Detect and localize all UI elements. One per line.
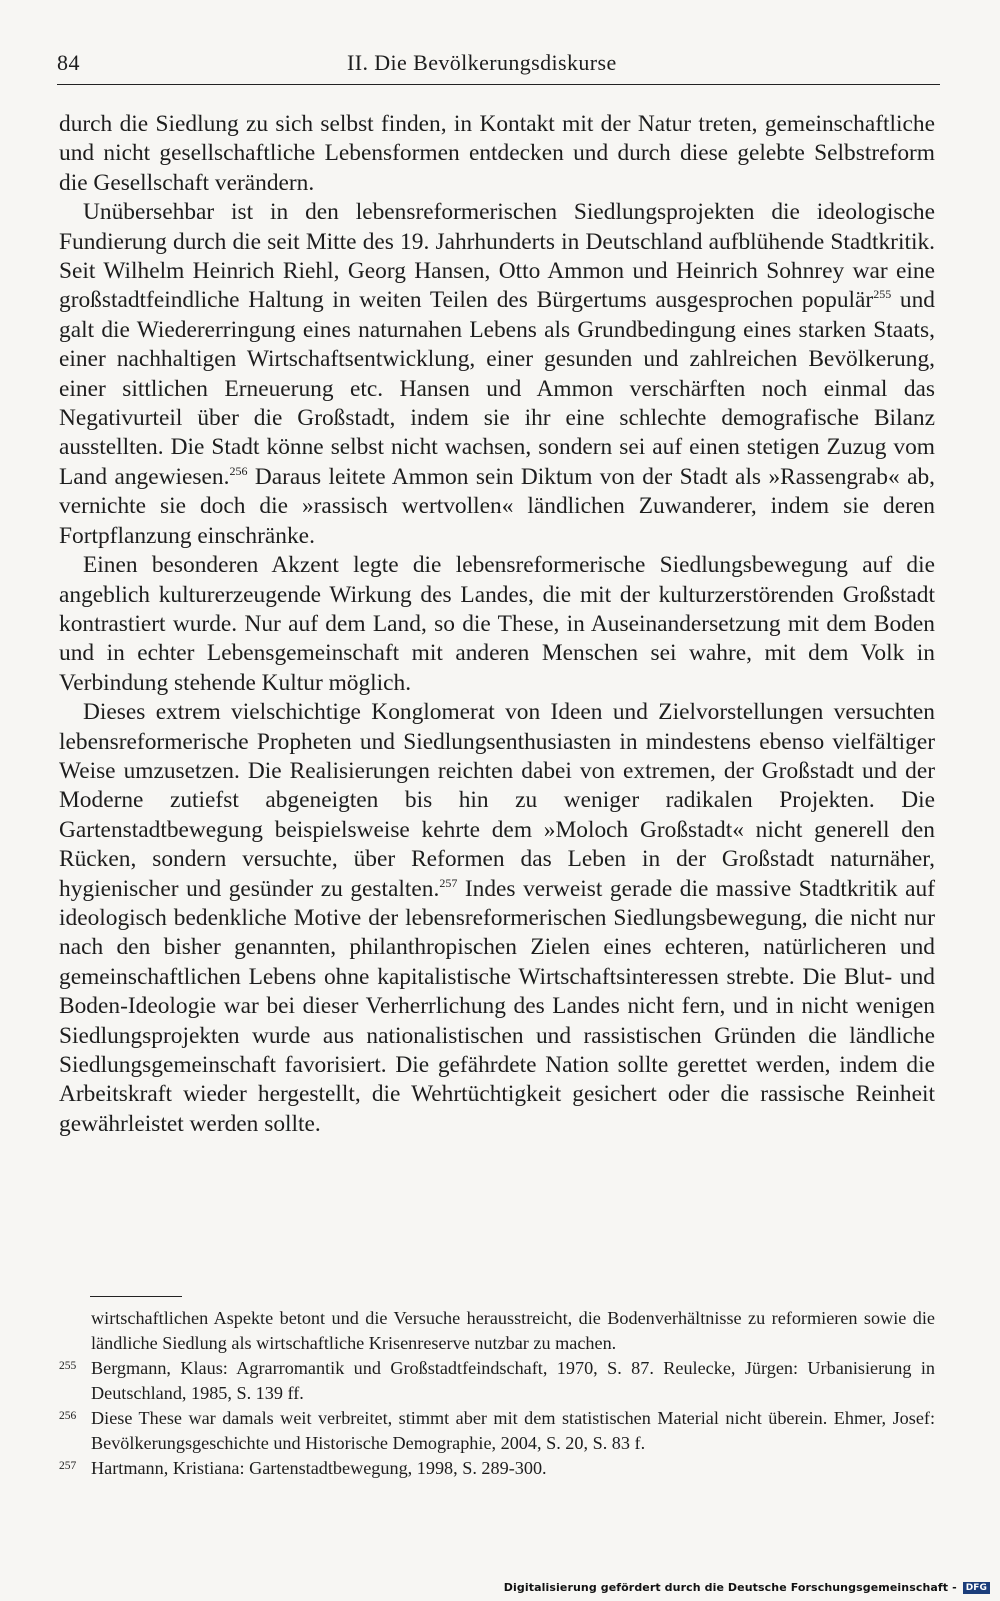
- dfg-logo: DFG: [963, 1582, 990, 1594]
- paragraph-2: [59, 198, 935, 551]
- credit-text: Digitalisierung gefördert durch die Deutsche Forschungsgemeinschaft -: [503, 1581, 957, 1594]
- footnote-ref-255[interactable]: 255: [873, 287, 892, 302]
- running-header: [57, 50, 940, 85]
- footnote-mark: 257: [59, 1460, 77, 1472]
- running-head-title: II. Die Bevölkerungsdiskurse: [347, 50, 617, 75]
- footnote-separator: [90, 1296, 182, 1297]
- paragraph-4-part-2: Indes verweist gerade die massive Stadtkritik auf ideologisch bedenkliche Motive der lebensreformerischen Siedlungsbewegung, die nicht nur nach den bisher genannten, philanthropischen Zielen eines echteren, natürlicheren und gemeinschaftlichen Lebens ohne kapitalistische Wirtschaftsinteressen strebte. Die Blut- und Boden-Ideologie war bei dieser Verherrlichung des Landes nicht fern, und in nicht wenigen Siedlungsprojekten wurde aus nationalistischen und rassistischen Gründen die ländliche Siedlungsgemeinschaft favorisiert. Die gefährdete Nation sollte gerettet werden, indem die Arbeitskraft wieder hergestellt, die Wehrtüchtigkeit gesichert oder die rassische Reinheit gewährleistet werden sollte.: [59, 875, 935, 1137]
- paragraph-2-part-1: Unübersehbar ist in den lebensreformerischen Siedlungsprojekten die ideologische Fundierung durch die seit Mitte des 19. Jahrhunderts in Deutschland aufblühende Stadtkritik. Seit Wilhelm Heinrich Riehl, Georg Hansen, Otto Ammon und Heinrich Sohnrey war eine großstadtfeindliche Haltung in weiten Teilen des Bürgertums ausgesprochen populär: [59, 199, 935, 314]
- main-text: [59, 110, 935, 1139]
- paragraph-3: Einen besonderen Akzent legte die lebensreformerische Siedlungsbewegung auf die angeblich kulturerzeugende Wirkung des Landes, die mit der kulturzerstörenden Großstadt kontrastiert wurde. Nur auf dem Land, so die These, in Auseinandersetzung mit dem Boden und in echter Lebensgemeinschaft mit anderen Menschen sei wahre, mit dem Volk in Verbindung stehende Kultur möglich.: [59, 552, 935, 696]
- footnote-text: Hartmann, Kristiana: Gartenstadtbewegung, 1998, S. 289-300.: [91, 1458, 547, 1478]
- footnote-text: wirtschaftlichen Aspekte betont und die Versuche herausstreicht, die Bodenverhältnisse zu reformieren sowie die ländliche Siedlung als wirtschaftliche Krisenreserve nutzbar zu machen.: [91, 1308, 935, 1353]
- footnote-ref-256[interactable]: 256: [229, 463, 248, 478]
- footnote-continued: [59, 1306, 935, 1356]
- paragraph-2-part-3: Daraus leitete Ammon sein Diktum von der Stadt als »Rassengrab« ab, vernichte sie doch die »rassisch wertvollen« ländlichen Zuwanderer, indem sie deren Fortpflanzung einschränke.: [59, 463, 935, 549]
- footnote-257: [59, 1456, 935, 1481]
- paragraph-4: [59, 698, 935, 1139]
- page-number: 84: [57, 50, 80, 75]
- digitization-credit: [504, 1581, 990, 1594]
- footnotes: [59, 1306, 935, 1481]
- paragraph-1: durch die Siedlung zu sich selbst finden, in Kontakt mit der Natur treten, gemeinschaftliche und nicht gesellschaftliche Lebensformen entdecken und durch diese gelebte Selbstreform die Gesellschaft verändern.: [59, 111, 935, 196]
- footnote-mark: 255: [59, 1360, 77, 1372]
- footnote-ref-257[interactable]: 257: [439, 875, 458, 890]
- footnote-256: [59, 1406, 935, 1456]
- footnote-text: Bergmann, Klaus: Agrarromantik und Großstadtfeindschaft, 1970, S. 87. Reulecke, Jürgen: Urbanisierung in Deutschland, 1985, S. 139 ff.: [91, 1358, 935, 1403]
- paragraph-4-part-1: Dieses extrem vielschichtige Konglomerat von Ideen und Zielvorstellungen versuchten lebensreformerische Propheten und Siedlungsenthusiasten in mindestens ebenso vielfältiger Weise umzusetzen. Die Realisierungen reichten dabei von extremen, der Großstadt und der Moderne zutiefst abgeneigten bis hin zu weniger radikalen Projekten. Die Gartenstadtbewegung beispielsweise kehrte dem »Moloch Großstadt« nicht generell den Rücken, sondern versuchte, über Reformen das Leben in der Großstadt naturnäher, hygienischer und gesünder zu gestalten.: [59, 699, 935, 902]
- footnote-text: Diese These war damals weit verbreitet, stimmt aber mit dem statistischen Material nicht überein. Ehmer, Josef: Bevölkerungsgeschichte und Historische Demographie, 2004, S. 20, S. 83 f.: [91, 1408, 935, 1453]
- footnote-255: [59, 1356, 935, 1406]
- footnote-mark: 256: [59, 1410, 77, 1422]
- paragraph-2-part-2: und galt die Wiedererringung eines naturnahen Lebens als Grundbedingung eines starken Staats, einer nachhaltigen Wirtschaftsentwicklung, einer gesunden und zahlreichen Bevölkerung, einer sittlichen Erneuerung etc. Hansen und Ammon verschärften noch einmal das Negativurteil über die Großstadt, indem sie ihr eine schlechte demografische Bilanz ausstellten. Die Stadt könne selbst nicht wachsen, sondern sei auf einen stetigen Zuzug vom Land angewiesen.: [59, 287, 935, 490]
